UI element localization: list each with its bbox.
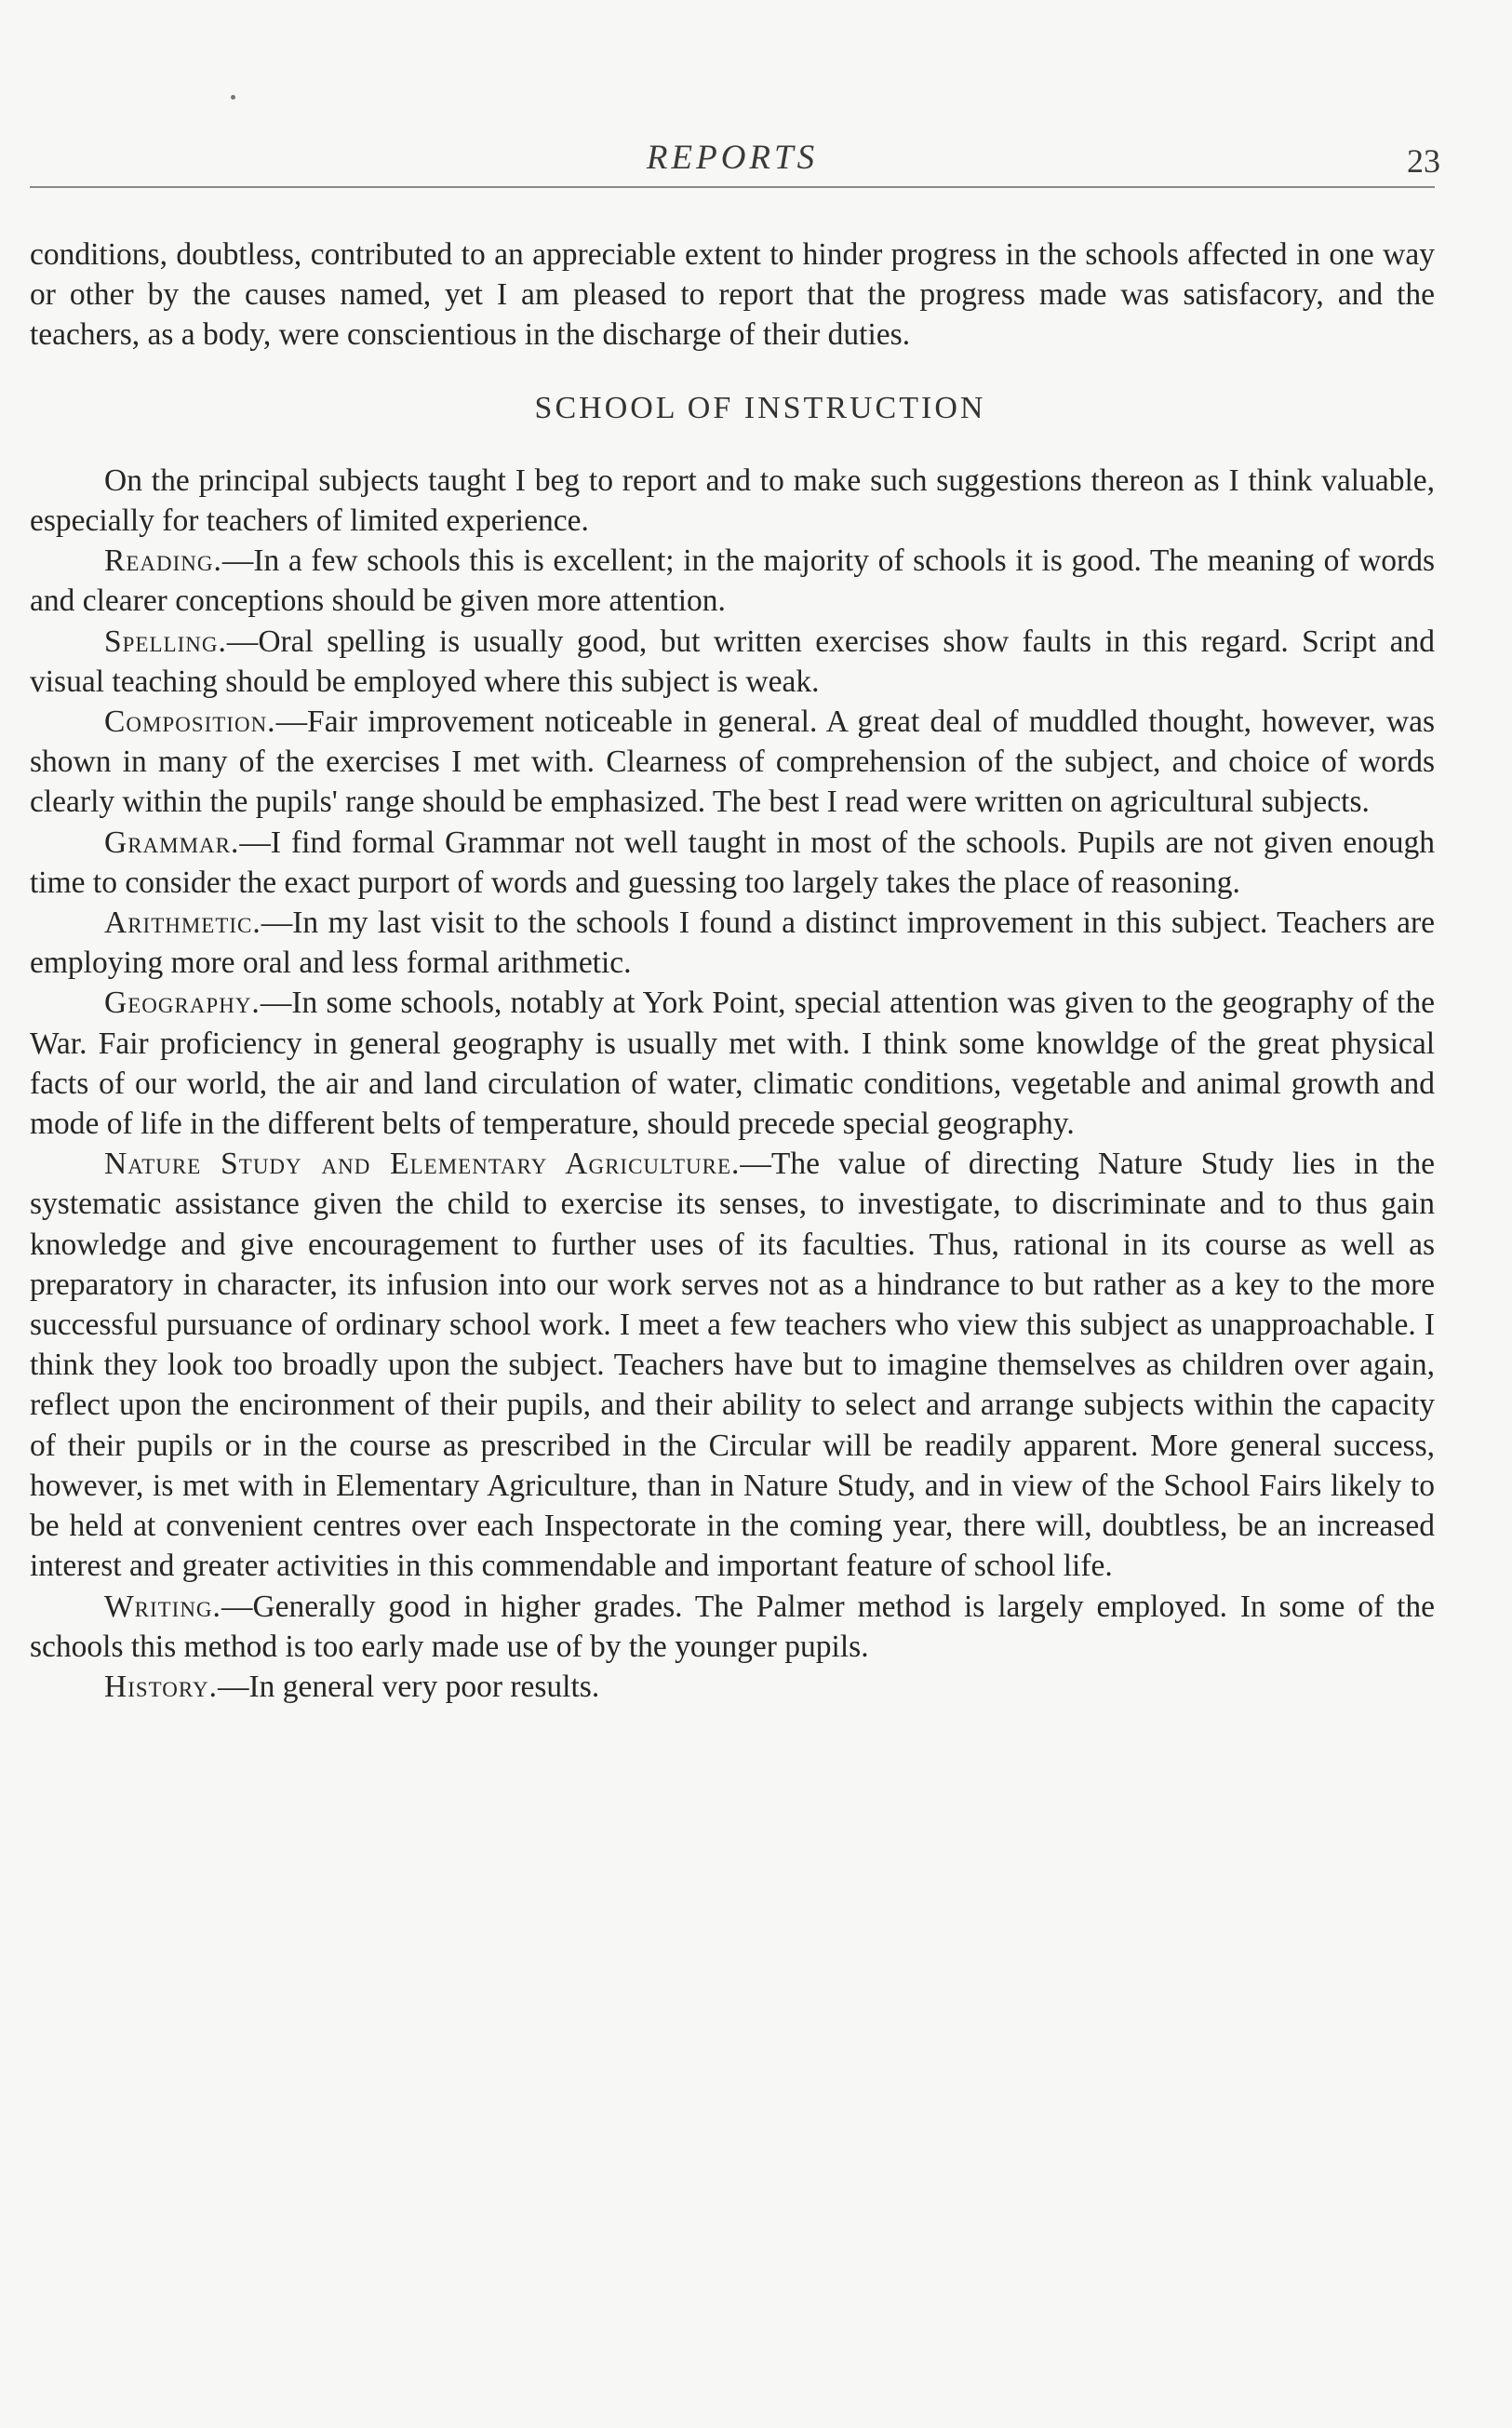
subject-name-nature-study: Nature Study and Elementary Agriculture. — [104, 1147, 741, 1182]
subject-paragraph-composition — [30, 702, 1435, 823]
subject-name-reading: Reading. — [104, 543, 222, 579]
subject-text-geography: —In some schools, notably at York Point, special attention was given to the geography of the War. Fair proficiency in general geography is usually met with. I think some knowldge of the great physical facts of our world, the air and land circulation of water, climatic conditions, vegetable and animal growth and mode of life in the different belts of temperature, should precede special geography. — [30, 986, 1435, 1142]
subject-paragraph-reading — [30, 541, 1435, 621]
subject-text-arithmetic: —In my last visit to the schools I found a distinct improvement in this subject. Teachers are employing more oral and less formal arithmetic. — [30, 905, 1435, 981]
subject-name-arithmetic: Arithmetic. — [104, 905, 261, 941]
section-title: SCHOOL OF INSTRUCTION — [534, 390, 986, 425]
page-number: 23 — [1407, 142, 1440, 180]
subject-text-nature-study: —The value of directing Nature Study lies in the systematic assistance given the child to exercise its senses, to investigate, to discriminate and to thus gain knowledge and give encouragement to further uses of its faculties. Thus, rational in its course as well as preparatory in character, its infusion into our work serves not as a hindrance to but rather as a key to the more successful pursuance of ordinary school work. I meet a few teachers who view this subject as unapproachable. I think they look too broadly upon the subject. Teachers have but to imagine themselves as children over again, reflect upon the encironment of their pupils, and their ability to select and arrange subjects within the capacity of their pupils or in the course as prescribed in the Circular will be readily apparent. More general success, however, is met with in Elementary Agriculture, than in Nature Study, and in view of the School Fairs likely to be held at convenient centres over each Inspectorate in the coming year, there will, doubtless, be an increased interest and greater activities in this commendable and important feature of school life. — [30, 1147, 1435, 1584]
subject-text-grammar: —I find formal Grammar not well taught in most of the schools. Pupils are not given enough time to consider the exact purport of words and guessing too largely takes the place of reasoning. — [30, 825, 1435, 900]
subject-paragraph-spelling — [30, 622, 1435, 702]
subject-paragraph-grammar — [30, 823, 1435, 903]
opening-paragraph: On the principal subjects taught I beg to report and to make such suggestions thereon as I think valuable, especially for teachers of limited experience. — [30, 463, 1435, 539]
header-rule — [30, 186, 1435, 188]
subject-text-writing: —Generally good in higher grades. The Palmer method is largely employed. In some of the schools this method is too early made use of by the younger pupils. — [30, 1589, 1435, 1664]
subject-paragraph-writing — [30, 1587, 1435, 1667]
subject-paragraph-arithmetic — [30, 903, 1435, 983]
subject-text-spelling: —Oral spelling is usually good, but written exercises show faults in this regard. Script and visual teaching should be employed where this subject is weak. — [30, 624, 1435, 699]
subject-name-history: History. — [104, 1669, 218, 1704]
running-head: REPORTS — [646, 139, 819, 177]
subject-text-composition: —Fair improvement noticeable in general. A great deal of muddled thought, however, was shown in many of the exercises I met with. Clearness of comprehension of the subject, and choice of words clearly within the pupils' range should be emphasized. The best I read were written on agricultural subjects. — [30, 704, 1435, 820]
subject-text-history: —In general very poor results. — [217, 1669, 600, 1704]
subject-paragraph-geography — [30, 983, 1435, 1144]
intro-paragraph: conditions, doubtless, contributed to an appreciable extent to hinder progress in the schools affected in one way or other by the causes named, yet I am pleased to report that the progress made was satisfacory, and the teachers, as a body, were conscientious in the discharge of their duties. — [30, 237, 1435, 353]
subject-name-writing: Writing. — [104, 1589, 221, 1624]
body-text — [30, 235, 1435, 1707]
subject-paragraph-nature-study — [30, 1144, 1435, 1586]
subject-name-grammar: Grammar. — [104, 825, 240, 860]
subject-name-spelling: Spelling. — [104, 624, 227, 659]
page-header — [30, 138, 1440, 194]
subject-paragraph-history — [30, 1667, 1435, 1707]
subject-name-composition: Composition. — [104, 704, 276, 740]
subject-text-reading: —In a few schools this is excellent; in the majority of schools it is good. The meaning of words and clearer conceptions should be given more attention. — [30, 543, 1435, 619]
subject-name-geography: Geography. — [104, 986, 261, 1021]
scan-speck — [231, 95, 235, 100]
